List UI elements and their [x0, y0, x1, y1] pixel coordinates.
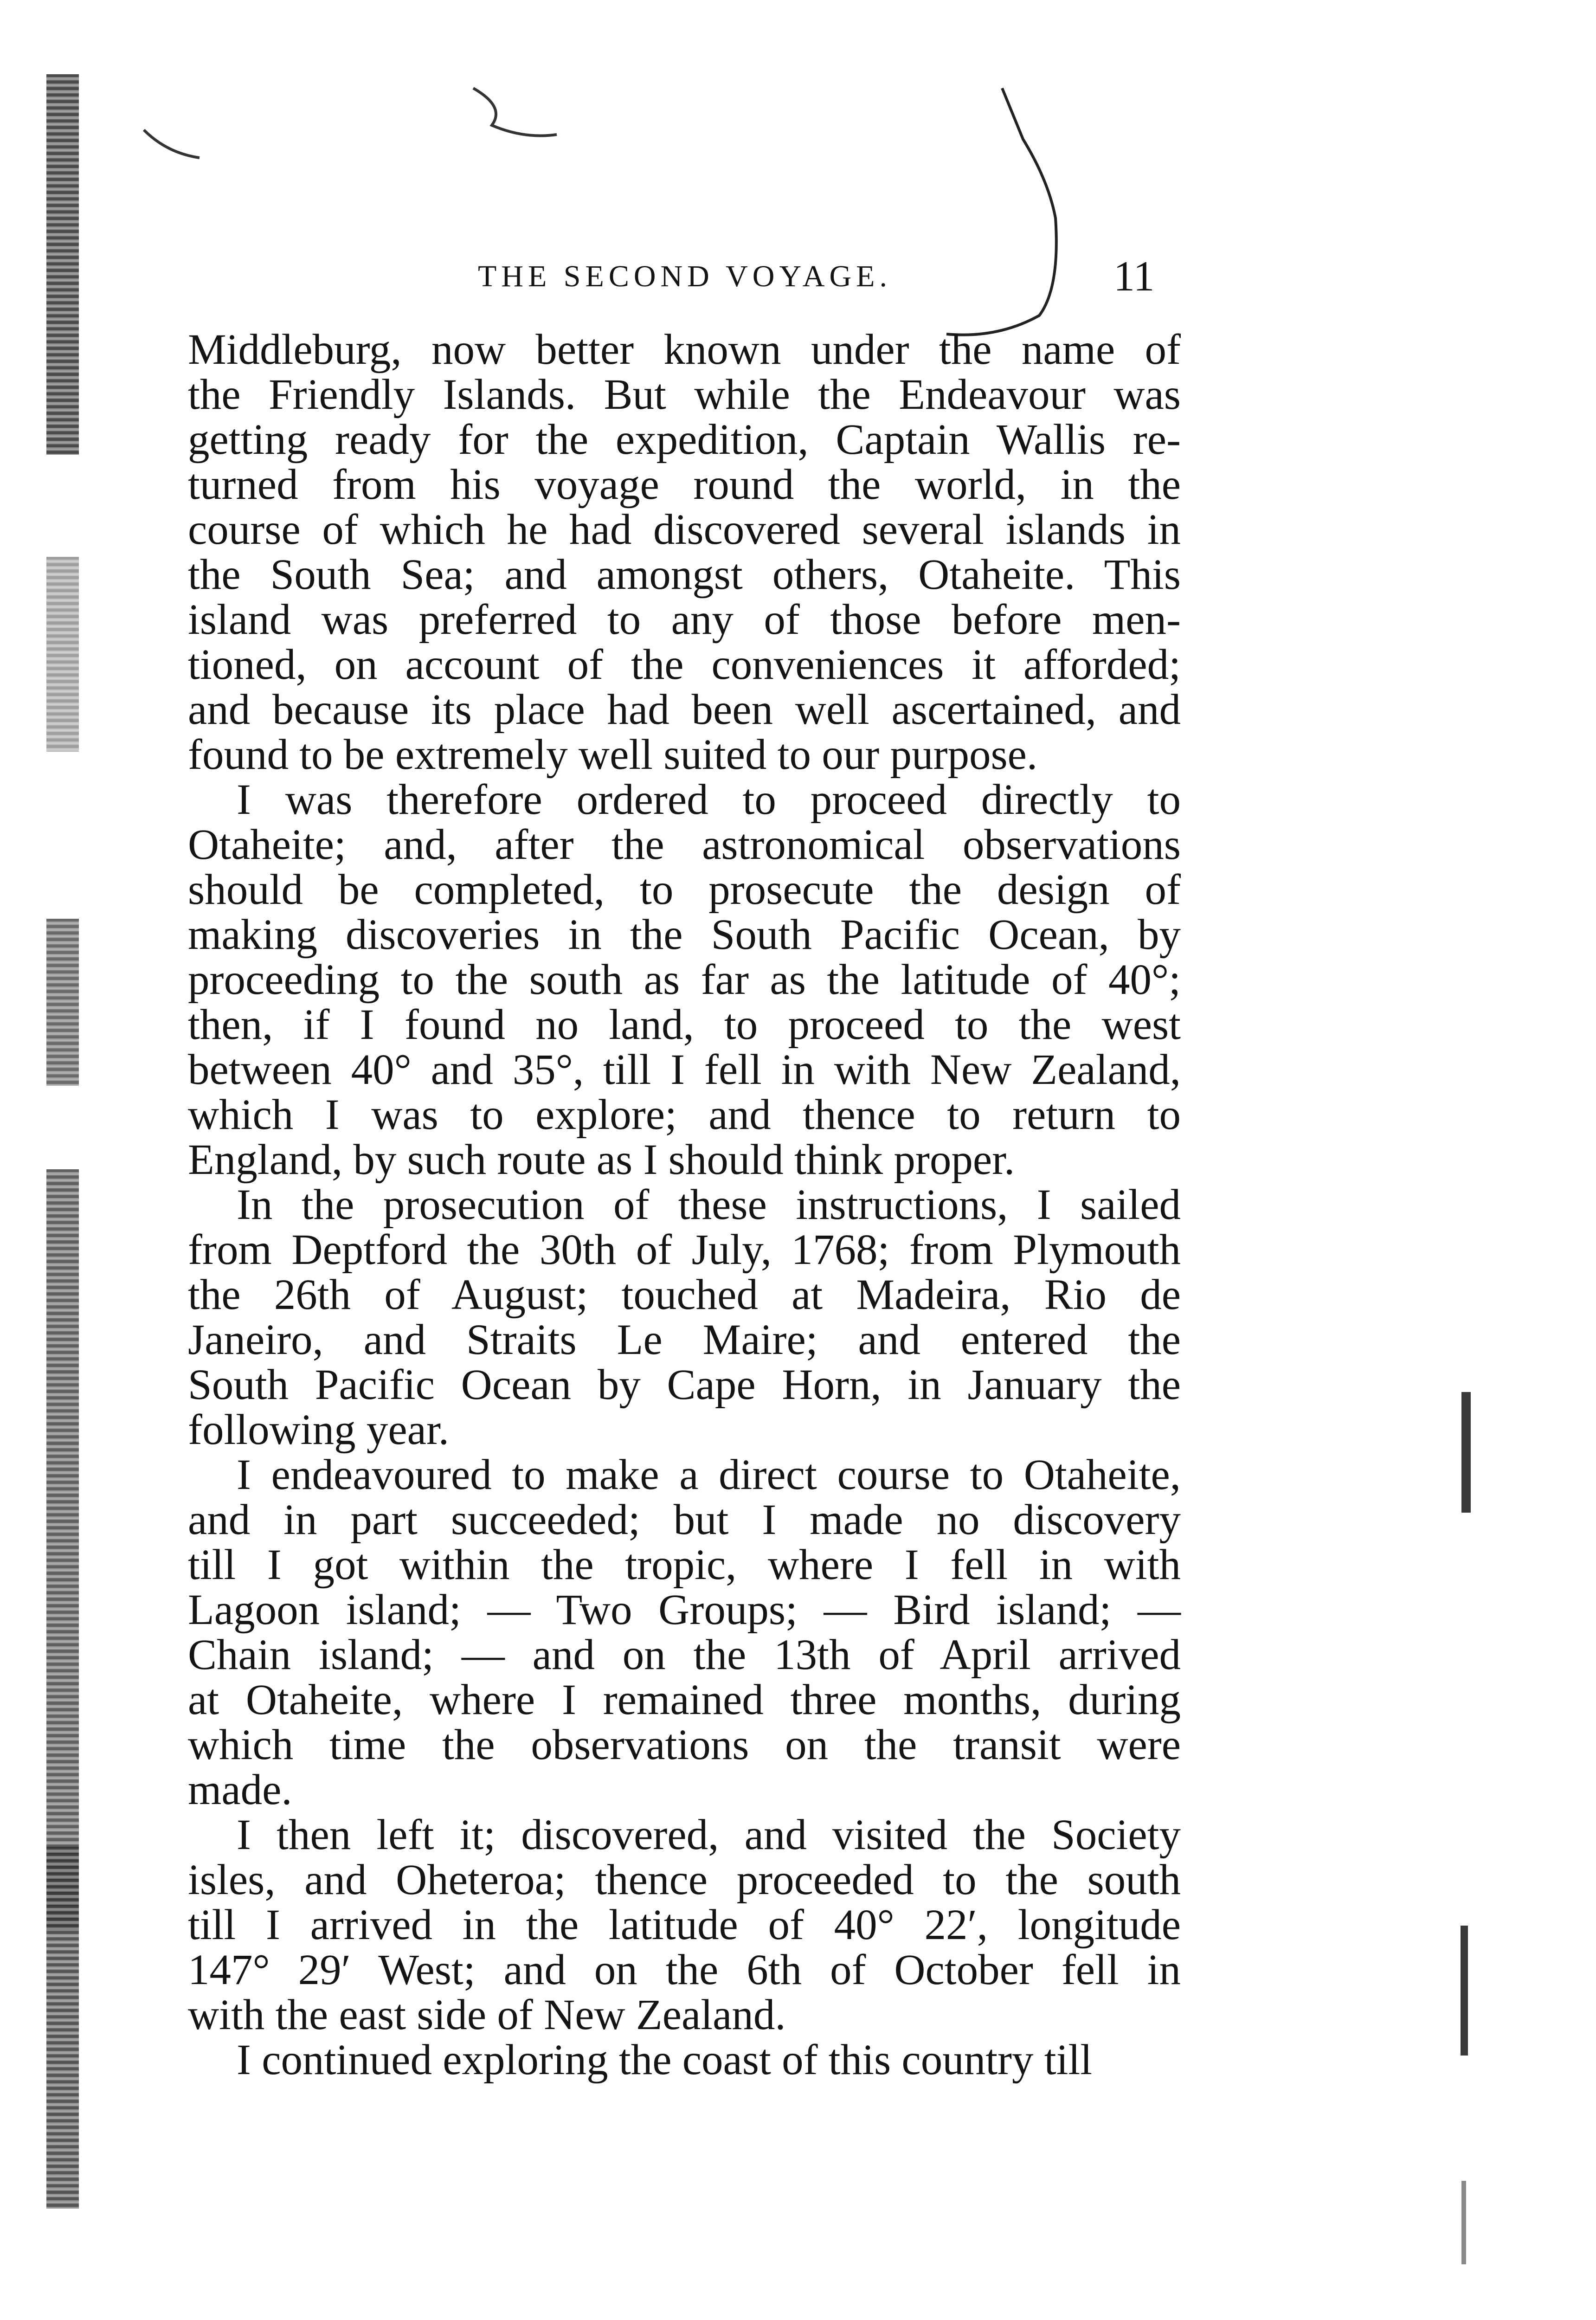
text-line: made. [188, 1766, 292, 1814]
text-line: I continued exploring the coast of this country till [237, 2036, 1093, 2084]
text-line: and in part succeeded; but I made no discovery [188, 1496, 1181, 1544]
text-line: till I arrived in the latitude of 40° 22′, longitude [188, 1901, 1181, 1949]
text-line: tioned, on account of the conveniences it afforded; [188, 641, 1181, 689]
edge-artifact [1461, 1926, 1468, 2056]
text-line: which time the observations on the transit were [188, 1721, 1181, 1769]
paragraph [188, 327, 1181, 777]
paragraph [188, 1182, 1181, 1452]
text-line: course of which he had discovered several islands in [188, 506, 1181, 554]
pen-scribble [139, 70, 1160, 348]
paragraph [188, 2037, 1181, 2082]
text-line: then, if I found no land, to proceed to the west [188, 1001, 1181, 1049]
text-line: proceeding to the south as far as the latitude of 40°; [188, 956, 1181, 1004]
text-line: South Pacific Ocean by Cape Horn, in January the [188, 1361, 1181, 1409]
text-line: with the east side of New Zealand. [188, 1991, 786, 2039]
binding-shadow [46, 1169, 79, 1930]
text-line: Lagoon island; — Two Groups; — Bird island; — [188, 1586, 1181, 1634]
binding-shadow [46, 919, 79, 1086]
text-line: Chain island; — and on the 13th of April arrived [188, 1631, 1181, 1679]
text-line: from Deptford the 30th of July, 1768; from Plymouth [188, 1226, 1181, 1274]
text-line: should be completed, to prosecute the design of [188, 866, 1181, 914]
text-line: between 40° and 35°, till I fell in with New Zealand, [188, 1046, 1181, 1094]
body-text [188, 327, 1181, 2082]
binding-shadow [46, 74, 79, 455]
text-line: and because its place had been well ascertained, and [188, 686, 1181, 734]
text-line: island was preferred to any of those before men- [188, 596, 1181, 644]
text-line: following year. [188, 1406, 450, 1454]
running-head: THE SECOND VOYAGE. [478, 259, 892, 293]
text-line: till I got within the tropic, where I fell in with [188, 1541, 1181, 1589]
text-line: In the prosecution of these instructions, I sailed [237, 1181, 1181, 1229]
text-line: the South Sea; and amongst others, Otaheite. This [188, 551, 1181, 599]
text-line: turned from his voyage round the world, in the [188, 461, 1181, 509]
paragraph [188, 1452, 1181, 1812]
edge-artifact [1461, 1392, 1471, 1513]
text-line: Janeiro, and Straits Le Maire; and entered the [188, 1316, 1181, 1364]
text-line: the 26th of August; touched at Madeira, Rio de [188, 1271, 1181, 1319]
text-line: Otaheite; and, after the astronomical observations [188, 821, 1181, 869]
edge-artifact [1461, 2181, 1466, 2264]
paragraph [188, 1812, 1181, 2037]
text-line: isles, and Oheteroa; thence proceeded to the south [188, 1856, 1181, 1904]
text-line: the Friendly Islands. But while the Endeavour was [188, 371, 1181, 419]
text-line: found to be extremely well suited to our purpose. [188, 731, 1038, 779]
text-line: I was therefore ordered to proceed directly to [237, 776, 1181, 824]
text-line: making discoveries in the South Pacific Ocean, by [188, 911, 1181, 959]
text-line: 147° 29′ West; and on the 6th of October fell in [188, 1946, 1181, 1994]
paragraph [188, 777, 1181, 1182]
text-line: getting ready for the expedition, Captain Wallis re- [188, 416, 1181, 464]
text-line: which I was to explore; and thence to return to [188, 1091, 1181, 1139]
text-line: Middleburg, now better known under the name of [188, 326, 1181, 374]
page-number: 11 [1113, 252, 1155, 300]
text-line: I endeavoured to make a direct course to Otaheite, [237, 1451, 1181, 1499]
text-line: at Otaheite, where I remained three months, during [188, 1676, 1181, 1724]
binding-shadow [46, 1847, 79, 2209]
binding-shadow [46, 557, 79, 752]
text-line: England, by such route as I should think proper. [188, 1136, 1015, 1184]
text-line: I then left it; discovered, and visited the Society [237, 1811, 1181, 1859]
